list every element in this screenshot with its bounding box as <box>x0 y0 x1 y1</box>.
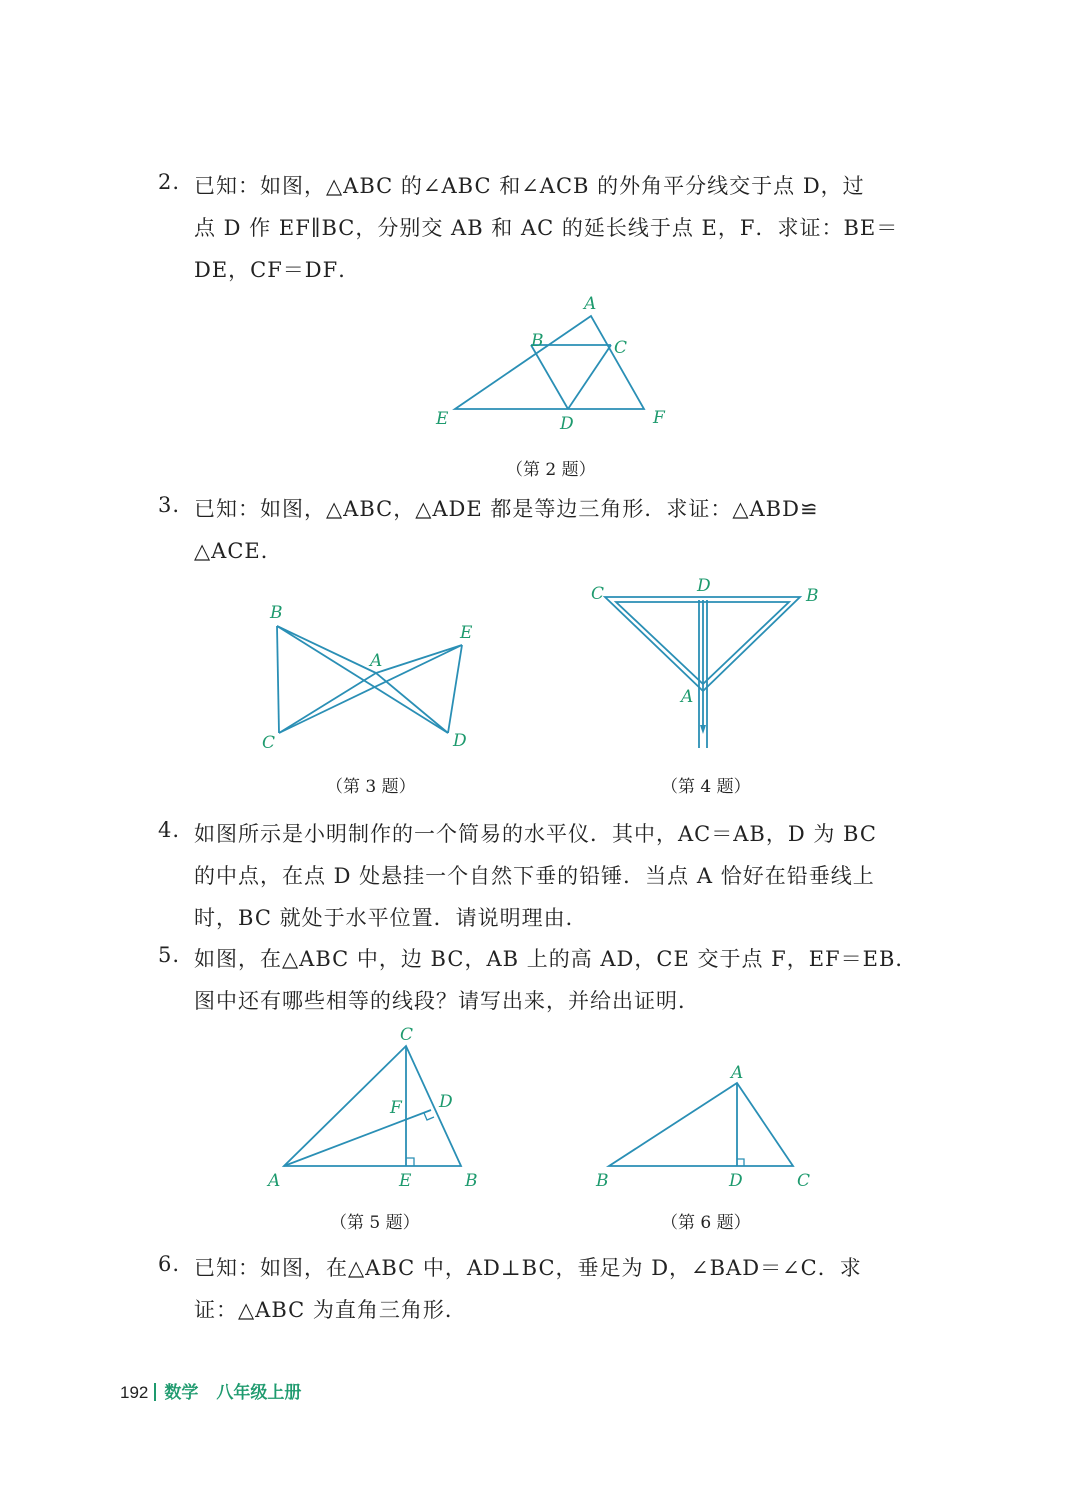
figure-2-caption: （第 2 题） <box>506 460 596 480</box>
problem-text-line: DE，CF＝DF． <box>194 258 361 282</box>
label-A: A <box>681 687 694 707</box>
label-C: C <box>262 733 276 753</box>
problem-text-line: 如图所示是小明制作的一个简易的水平仪．其中，AC＝AB，D 为 BC <box>194 822 877 846</box>
label-B: B <box>806 586 819 606</box>
problem-text-line: 时，BC 就处于水平位置．请说明理由． <box>194 906 588 930</box>
figure-5-caption: （第 5 题） <box>330 1213 420 1233</box>
label-D: D <box>439 1092 453 1112</box>
problem-number: 5. <box>158 943 181 967</box>
label-F: F <box>653 408 665 428</box>
label-E: E <box>460 623 473 643</box>
label-D: D <box>729 1171 743 1191</box>
label-A: A <box>584 294 597 314</box>
label-D: D <box>697 576 711 596</box>
label-A: A <box>370 651 383 671</box>
page-footer <box>120 1378 301 1403</box>
problem-text-line: △ACE． <box>194 539 283 563</box>
figure-6-caption: （第 6 题） <box>661 1213 751 1233</box>
label-B: B <box>531 331 544 351</box>
footer-subject: 数学 <box>164 1383 199 1402</box>
label-F: F <box>390 1098 402 1118</box>
label-E: E <box>436 409 449 429</box>
right-angle-D <box>737 1159 744 1166</box>
label-B: B <box>465 1171 478 1191</box>
label-A: A <box>268 1171 281 1191</box>
triangle-ABC <box>609 1083 793 1166</box>
label-E: E <box>399 1171 412 1191</box>
problem-text-line: 已知：如图，△ABC，△ADE 都是等边三角形．求证：△ABD≌ <box>194 497 819 521</box>
label-C: C <box>614 338 628 358</box>
label-B: B <box>596 1171 609 1191</box>
problem-text-line: 点 D 作 EF∥BC，分别交 AB 和 AC 的延长线于点 E，F．求证：BE＝ <box>194 216 899 240</box>
figure-3-caption: （第 3 题） <box>326 777 416 797</box>
footer-book-title: 八年级上册 <box>216 1383 302 1402</box>
label-C: C <box>797 1171 811 1191</box>
label-C: C <box>400 1025 414 1045</box>
footer-divider <box>154 1383 156 1401</box>
label-C: C <box>591 584 605 604</box>
label-B: B <box>270 603 283 623</box>
problem-text-line: 如图，在△ABC 中，边 BC，AB 上的高 AD，CE 交于点 F，EF＝EB． <box>194 947 918 971</box>
problem-text-line: 已知：如图，在△ABC 中，AD⊥BC，垂足为 D，∠BAD＝∠C．求 <box>194 1256 862 1280</box>
label-D: D <box>560 414 574 434</box>
label-D: D <box>453 731 467 751</box>
problem-text-line: 已知：如图，△ABC 的∠ABC 和∠ACB 的外角平分线交于点 D，过 <box>194 174 865 198</box>
page-number: 192 <box>120 1383 149 1402</box>
problem-number: 6. <box>158 1252 181 1276</box>
problem-number: 2. <box>158 170 181 194</box>
figure-4-caption: （第 4 题） <box>661 777 751 797</box>
label-A: A <box>731 1063 744 1083</box>
problem-text-line: 的中点，在点 D 处悬挂一个自然下垂的铅锤．当点 A 恰好在铅垂线上 <box>194 864 875 888</box>
problem-number: 4. <box>158 818 181 842</box>
problem-text-line: 图中还有哪些相等的线段？请写出来，并给出证明． <box>194 989 700 1013</box>
problem-text-line: 证：△ABC 为直角三角形． <box>194 1298 467 1322</box>
problem-number: 3. <box>158 493 181 517</box>
